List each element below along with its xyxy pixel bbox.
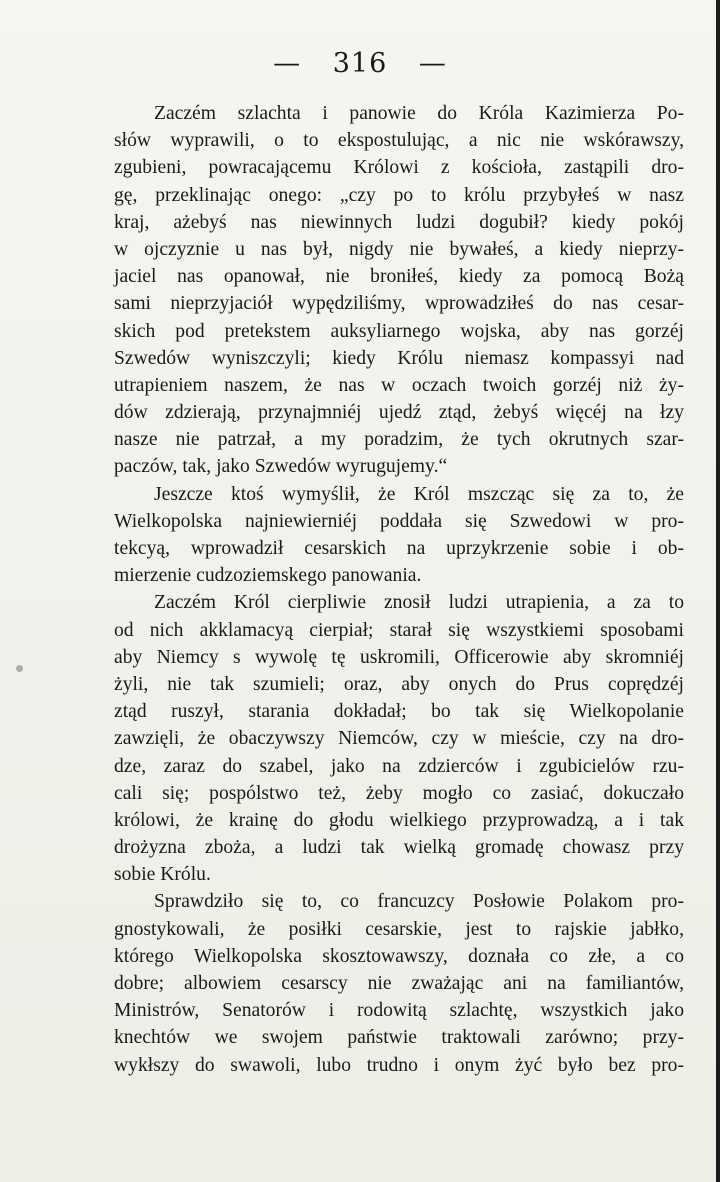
text-line: mierzenie cudzoziemskego panowania. xyxy=(114,565,422,587)
text-line: Sprawdziło się to, co francuzcy Posłowie Polakom pro- xyxy=(154,891,684,913)
text-line: sobie Królu. xyxy=(114,864,211,886)
text-line: Szwedów wyniszczyli; kiedy Królu niemasz kompassyi nad xyxy=(114,347,684,369)
text-line: Zaczém szlachta i panowie do Króla Kazimierza Po- xyxy=(154,103,684,124)
text-line: królowi, że krainę do głodu wielkiego przyprowadzą, a i tak xyxy=(114,809,684,831)
text-line: słów wyprawili, o to ekspostulując, a nic nie wskórawszy, xyxy=(114,130,684,152)
text-line: Wielkopolska najniewierniéj poddała się Szwedowi w pro- xyxy=(114,510,684,532)
text-line: drożyzna zboża, a ludzi tak wielką gromadę chowasz przy xyxy=(114,837,684,859)
text-line: żyli, nie tak szumieli; oraz, aby onych do Prus coprędzéj xyxy=(114,673,684,695)
text-line: nasze nie patrzał, a my poradzim, że tych okrutnych szar- xyxy=(114,429,684,451)
text-line: dze, zaraz do szabel, jako na zdzierców i zgubicielów rzu- xyxy=(114,755,684,777)
text-line: którego Wielkopolska skosztowawszy, doznała co złe, a co xyxy=(114,945,684,967)
text-line: zgubieni, powracającemu Królowi z kościoła, zastąpili dro- xyxy=(114,157,684,179)
text-line: knechtów we swojem państwie traktowali zarówno; przy- xyxy=(114,1027,684,1049)
header-dash-right: — xyxy=(418,48,447,79)
text-line: w ojczyznie u nas był, nigdy nie bywałeś, a kiedy nieprzy- xyxy=(114,238,684,260)
text-line: skich pod pretekstem auksyliarnego wojska, aby nas gorzéj xyxy=(114,320,684,342)
text-line: ztąd ruszył, starania dokładał; bo tak się Wielkopolanie xyxy=(114,701,684,723)
text-line: Zaczém Król cierpliwie znosił ludzi utrapienia, a za to xyxy=(154,592,684,614)
text-line: od nich akklamacyą cierpiał; starał się wszystkiemi sposobami xyxy=(114,619,684,641)
text-line: cali się; pospólstwo też, żeby mogło co zasiać, dokuczało xyxy=(114,782,684,804)
text-line: dobre; albowiem cesarscy nie zważając ani na familiantów, xyxy=(114,973,684,994)
page-number: 316 xyxy=(332,48,388,79)
text-line: zawzięli, że obaczywszy Niemców, czy w mieście, czy na dro- xyxy=(114,728,684,750)
text-line: Ministrów, Senatorów i rodowitą szlachtę, wszystkich jako xyxy=(114,1000,684,1022)
text-line: utrapieniem naszem, że nas w oczach twoich gorzéj niż ży- xyxy=(114,374,684,396)
text-line: paczów, tak, jako Szwedów wyrugujemy.“ xyxy=(114,456,448,478)
text-line: gę, przeklinając onego: „czy po to królu przybyłeś w nasz xyxy=(114,184,684,206)
text-line: tekcyą, wprowadził cesarskich na uprzykrzenie sobie i ob- xyxy=(114,538,684,559)
text-line: wykłszy do swawoli, lubo trudno i onym żyć było bez pro- xyxy=(114,1054,684,1076)
text-line: jaciel nas opanował, nie broniłeś, kiedy za pomocą Bożą xyxy=(114,266,684,288)
text-line: gnostykowali, że posiłki cesarskie, jest to rajskie jabłko, xyxy=(114,918,684,940)
page-number-header xyxy=(0,48,720,79)
header-dash-left: — xyxy=(273,48,302,79)
page-binding-edge xyxy=(716,0,720,1182)
text-line: aby Niemcy s wywolę tę uskromili, Officerowie aby skromniéj xyxy=(114,646,684,668)
body-text xyxy=(114,100,684,1079)
text-line: Jeszcze ktoś wymyślił, że Król mszcząc się za to, że xyxy=(154,483,684,505)
text-line: sami nieprzyjaciół wypędziliśmy, wprowadziłeś do nas cesar- xyxy=(114,293,684,315)
text-line: dów zdzierają, przynajmniéj ujedź ztąd, żebyś więcéj na łzy xyxy=(114,402,684,424)
text-line: kraj, ażebyś nas niewinnych ludzi dogubił? kiedy pokój xyxy=(114,211,684,233)
ink-speck xyxy=(16,665,23,672)
